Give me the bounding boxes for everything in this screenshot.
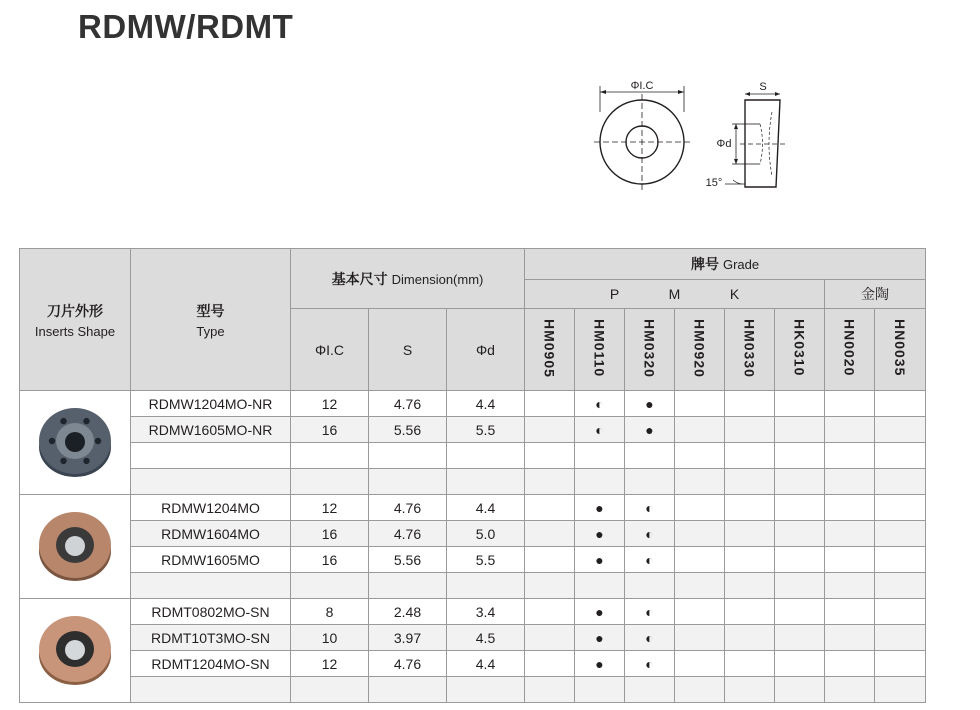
insert-shape-cell bbox=[20, 599, 131, 703]
grade-mark-cell bbox=[675, 521, 725, 547]
table-row bbox=[20, 469, 926, 495]
grade-mark-cell bbox=[675, 469, 725, 495]
ic-cell: 16 bbox=[291, 521, 369, 547]
grade-mark-cell bbox=[725, 625, 775, 651]
s-cell: 3.97 bbox=[369, 625, 447, 651]
s-column-header: S bbox=[369, 309, 447, 391]
s-cell: 4.76 bbox=[369, 521, 447, 547]
grade-mark-cell: ◐ bbox=[625, 547, 675, 573]
grade-mark-cell bbox=[825, 521, 875, 547]
grade-mark-cell bbox=[625, 677, 675, 703]
insert-shape-cell bbox=[20, 391, 131, 495]
grade-mark-cell bbox=[875, 417, 926, 443]
grade-header: 牌号 Grade bbox=[525, 249, 926, 280]
type-cell: RDMW1204MO-NR bbox=[131, 391, 291, 417]
s-cell: 4.76 bbox=[369, 651, 447, 677]
rdmw-insert-photo-icon bbox=[33, 505, 117, 585]
table-row bbox=[20, 495, 926, 521]
grade-mark-cell bbox=[525, 391, 575, 417]
grade-mark-cell bbox=[725, 443, 775, 469]
s-cell bbox=[369, 677, 447, 703]
ic-cell: 8 bbox=[291, 599, 369, 625]
s-cell bbox=[369, 443, 447, 469]
d-dimension-label: Φd bbox=[716, 138, 732, 150]
type-cell: RDMT10T3MO-SN bbox=[131, 625, 291, 651]
insert-shape-cell bbox=[20, 495, 131, 599]
grade-mark-cell bbox=[825, 677, 875, 703]
grade-mark-cell bbox=[775, 469, 825, 495]
grade-mark-cell: ◐ bbox=[625, 495, 675, 521]
insert-side-profile bbox=[745, 100, 780, 187]
grade-mark-cell bbox=[725, 495, 775, 521]
d-cell: 4.5 bbox=[447, 625, 525, 651]
grade-mark-cell: ◐ bbox=[625, 651, 675, 677]
ic-cell bbox=[291, 677, 369, 703]
grade-mark-cell bbox=[675, 677, 725, 703]
grade-mark-cell bbox=[525, 625, 575, 651]
grade-mark-cell bbox=[725, 573, 775, 599]
grade-mark-cell bbox=[825, 573, 875, 599]
grade-mark-cell bbox=[875, 469, 926, 495]
grade-mark-cell bbox=[875, 391, 926, 417]
table-row bbox=[20, 417, 926, 443]
grade-mark-cell bbox=[525, 443, 575, 469]
grade-mark-cell bbox=[625, 573, 675, 599]
grade-mark-cell bbox=[675, 443, 725, 469]
grade-mark-cell bbox=[675, 417, 725, 443]
ic-cell bbox=[291, 469, 369, 495]
type-cell: RDMW1605MO bbox=[131, 547, 291, 573]
grade-mark-cell bbox=[875, 495, 926, 521]
rdmt-insert-photo-icon bbox=[33, 609, 117, 689]
grade-mark-cell: ◐ bbox=[575, 417, 625, 443]
grade-column-header: HM0330 bbox=[725, 309, 775, 391]
table-row bbox=[20, 599, 926, 625]
s-cell: 2.48 bbox=[369, 599, 447, 625]
grade-mark-cell bbox=[525, 495, 575, 521]
grade-mark-cell: ● bbox=[575, 599, 625, 625]
ic-cell: 12 bbox=[291, 495, 369, 521]
table-row bbox=[20, 573, 926, 599]
angle-label: 15° bbox=[705, 177, 723, 189]
grade-column-header: HM0920 bbox=[675, 309, 725, 391]
grade-mark-cell bbox=[775, 625, 825, 651]
material-groups-header: P M K bbox=[525, 280, 825, 309]
grade-mark-cell: ● bbox=[575, 521, 625, 547]
ic-cell: 16 bbox=[291, 547, 369, 573]
grade-column-header: HM0320 bbox=[625, 309, 675, 391]
grade-mark-cell bbox=[875, 599, 926, 625]
grade-mark-cell bbox=[775, 495, 825, 521]
grade-mark-cell bbox=[575, 677, 625, 703]
grade-mark-cell: ● bbox=[575, 625, 625, 651]
table-row bbox=[20, 547, 926, 573]
grade-mark-cell bbox=[775, 599, 825, 625]
s-cell bbox=[369, 469, 447, 495]
grade-mark-cell bbox=[525, 417, 575, 443]
grade-mark-cell bbox=[675, 495, 725, 521]
ic-cell: 12 bbox=[291, 651, 369, 677]
dimension-header: 基本尺寸 Dimension(mm) bbox=[291, 249, 525, 309]
grade-mark-cell bbox=[725, 417, 775, 443]
ic-column-header: ΦI.C bbox=[291, 309, 369, 391]
grade-mark-cell bbox=[525, 469, 575, 495]
type-cell bbox=[131, 677, 291, 703]
grade-mark-cell bbox=[825, 625, 875, 651]
grade-mark-cell bbox=[725, 391, 775, 417]
table-row bbox=[20, 677, 926, 703]
grade-mark-cell: ● bbox=[625, 417, 675, 443]
table-row bbox=[20, 391, 926, 417]
grade-mark-cell bbox=[675, 599, 725, 625]
grade-mark-cell bbox=[525, 521, 575, 547]
d-cell: 5.0 bbox=[447, 521, 525, 547]
grade-mark-cell bbox=[725, 469, 775, 495]
ceramic-group-header: 金陶 bbox=[825, 280, 926, 309]
d-cell: 5.5 bbox=[447, 417, 525, 443]
ic-cell bbox=[291, 443, 369, 469]
grade-mark-cell bbox=[575, 443, 625, 469]
grade-mark-cell bbox=[825, 651, 875, 677]
grade-mark-cell bbox=[875, 677, 926, 703]
d-cell: 4.4 bbox=[447, 391, 525, 417]
s-cell: 5.56 bbox=[369, 417, 447, 443]
ic-cell: 10 bbox=[291, 625, 369, 651]
grade-mark-cell bbox=[825, 417, 875, 443]
grade-mark-cell: ● bbox=[575, 651, 625, 677]
grade-mark-cell bbox=[825, 391, 875, 417]
d-cell bbox=[447, 573, 525, 599]
grade-mark-cell bbox=[825, 547, 875, 573]
grade-mark-cell bbox=[775, 547, 825, 573]
grade-mark-cell bbox=[875, 651, 926, 677]
grade-mark-cell bbox=[775, 417, 825, 443]
grade-column-header: HN0020 bbox=[825, 309, 875, 391]
grade-mark-cell bbox=[775, 677, 825, 703]
d-cell: 4.4 bbox=[447, 651, 525, 677]
grade-mark-cell bbox=[525, 573, 575, 599]
grade-mark-cell bbox=[875, 443, 926, 469]
type-cell: RDMT0802MO-SN bbox=[131, 599, 291, 625]
insert-spec-table bbox=[19, 248, 926, 703]
grade-mark-cell: ◐ bbox=[625, 625, 675, 651]
table-row bbox=[20, 625, 926, 651]
grade-mark-cell: ◐ bbox=[625, 521, 675, 547]
grade-mark-cell bbox=[675, 573, 725, 599]
grade-column-header: HM0905 bbox=[525, 309, 575, 391]
d-cell: 3.4 bbox=[447, 599, 525, 625]
grade-mark-cell bbox=[825, 599, 875, 625]
grade-mark-cell bbox=[775, 573, 825, 599]
grade-mark-cell bbox=[775, 443, 825, 469]
table-row bbox=[20, 521, 926, 547]
shape-header: 刀片外形 Inserts Shape bbox=[20, 249, 131, 391]
type-cell: RDMW1204MO bbox=[131, 495, 291, 521]
rdmw-nr-insert-photo-icon bbox=[33, 401, 117, 481]
ic-dimension-label: ΦI.C bbox=[630, 80, 654, 92]
grade-mark-cell bbox=[725, 521, 775, 547]
grade-mark-cell: ● bbox=[575, 495, 625, 521]
type-cell bbox=[131, 573, 291, 599]
grade-mark-cell bbox=[525, 547, 575, 573]
type-cell: RDMW1604MO bbox=[131, 521, 291, 547]
grade-mark-cell bbox=[575, 573, 625, 599]
type-cell bbox=[131, 469, 291, 495]
grade-mark-cell bbox=[875, 573, 926, 599]
grade-mark-cell bbox=[675, 391, 725, 417]
grade-mark-cell bbox=[725, 677, 775, 703]
type-cell: RDMT1204MO-SN bbox=[131, 651, 291, 677]
grade-mark-cell: ◐ bbox=[625, 599, 675, 625]
grade-mark-cell bbox=[675, 547, 725, 573]
ic-cell: 16 bbox=[291, 417, 369, 443]
grade-mark-cell: ● bbox=[625, 391, 675, 417]
ic-cell: 12 bbox=[291, 391, 369, 417]
grade-mark-cell bbox=[525, 599, 575, 625]
d-cell bbox=[447, 443, 525, 469]
grade-mark-cell bbox=[875, 625, 926, 651]
grade-mark-cell bbox=[825, 443, 875, 469]
grade-column-header: HN0035 bbox=[875, 309, 926, 391]
d-cell: 4.4 bbox=[447, 495, 525, 521]
table-row bbox=[20, 651, 926, 677]
grade-mark-cell bbox=[525, 651, 575, 677]
grade-mark-cell: ◐ bbox=[575, 391, 625, 417]
type-header: 型号 Type bbox=[131, 249, 291, 391]
grade-mark-cell bbox=[625, 469, 675, 495]
type-cell bbox=[131, 443, 291, 469]
grade-column-header: HK0310 bbox=[775, 309, 825, 391]
grade-mark-cell bbox=[825, 469, 875, 495]
grade-mark-cell bbox=[525, 677, 575, 703]
grade-mark-cell bbox=[575, 469, 625, 495]
d-cell bbox=[447, 469, 525, 495]
table-row bbox=[20, 443, 926, 469]
s-dimension-label: S bbox=[759, 81, 767, 93]
grade-mark-cell bbox=[775, 651, 825, 677]
grade-mark-cell bbox=[775, 391, 825, 417]
grade-mark-cell: ● bbox=[575, 547, 625, 573]
grade-column-header: HM0110 bbox=[575, 309, 625, 391]
ic-cell bbox=[291, 573, 369, 599]
type-cell: RDMW1605MO-NR bbox=[131, 417, 291, 443]
grade-mark-cell bbox=[725, 599, 775, 625]
s-cell: 4.76 bbox=[369, 391, 447, 417]
s-cell: 4.76 bbox=[369, 495, 447, 521]
d-cell: 5.5 bbox=[447, 547, 525, 573]
grade-mark-cell bbox=[625, 443, 675, 469]
d-column-header: Φd bbox=[447, 309, 525, 391]
grade-mark-cell bbox=[875, 521, 926, 547]
grade-mark-cell bbox=[775, 521, 825, 547]
grade-mark-cell bbox=[675, 625, 725, 651]
page-title: RDMW/RDMT bbox=[78, 8, 294, 45]
grade-mark-cell bbox=[725, 547, 775, 573]
s-cell bbox=[369, 573, 447, 599]
s-cell: 5.56 bbox=[369, 547, 447, 573]
grade-mark-cell bbox=[875, 547, 926, 573]
grade-mark-cell bbox=[825, 495, 875, 521]
d-cell bbox=[447, 677, 525, 703]
grade-mark-cell bbox=[675, 651, 725, 677]
grade-mark-cell bbox=[725, 651, 775, 677]
insert-dimension-diagram bbox=[590, 72, 810, 202]
